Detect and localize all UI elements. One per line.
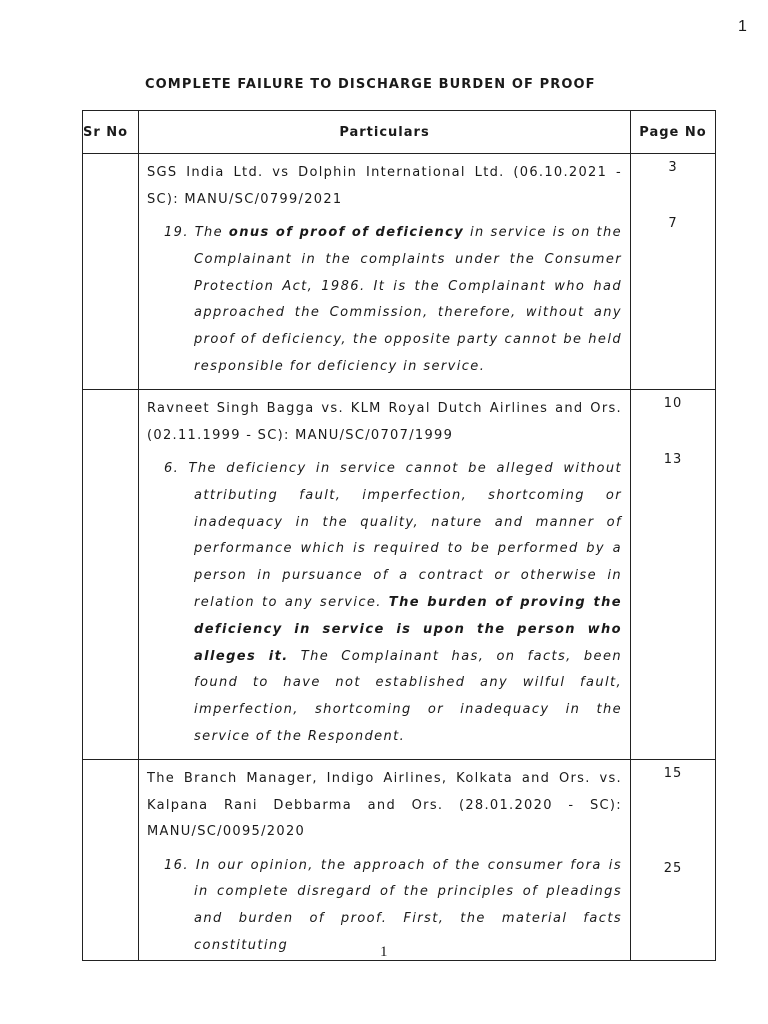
page-end: 25 <box>663 861 683 876</box>
quote-text: 16. In our opinion, the approach of the consumer fora is in complete disregard of the principles of pleadings and burden of proof. First, the material facts constituting <box>164 857 622 953</box>
quote-text: The Complainant has, on facts, been found to have not established any wilful fault, imperfection, shortcoming or inadequacy in the service of the Respondent. <box>194 648 622 744</box>
cases-table <box>82 110 716 961</box>
header-page-no: Page No <box>631 111 716 154</box>
table-header-row <box>83 111 716 154</box>
particulars-cell <box>139 390 631 760</box>
page-start: 3 <box>668 160 678 175</box>
case-citation: Ravneet Singh Bagga vs. KLM Royal Dutch Airlines and Ors. (02.11.1999 - SC): MANU/SC/0707/1999 <box>147 401 622 443</box>
table-row <box>83 390 716 760</box>
document-title: COMPLETE FAILURE TO DISCHARGE BURDEN OF PROOF <box>145 77 596 92</box>
page-no-cell <box>631 760 716 961</box>
page-start: 15 <box>663 766 683 781</box>
case-quote <box>164 220 622 381</box>
quote-text: 19. The <box>164 225 229 240</box>
page-number-footer: 1 <box>380 944 388 960</box>
case-quote <box>164 853 622 960</box>
sr-no-cell <box>83 760 139 961</box>
sr-no-cell <box>83 390 139 760</box>
quote-text: 6. The deficiency in service cannot be alleged without attributing fault, imperfection, shortcoming or inadequacy in the quality, nature and manner of performance which is required to be performed by a person in pursuance of a contract or otherwise in relation to any service. <box>164 461 622 610</box>
sr-no-cell <box>83 154 139 390</box>
quote-emphasis: onus of proof of deficiency <box>228 225 465 240</box>
page-no-cell <box>631 154 716 390</box>
case-citation: SGS India Ltd. vs Dolphin International Ltd. (06.10.2021 - SC): MANU/SC/0799/2021 <box>147 165 622 207</box>
case-citation: The Branch Manager, Indigo Airlines, Kolkata and Ors. vs. Kalpana Rani Debbarma and Ors. (28.01.2020 - SC): MANU/SC/0095/2020 <box>147 771 622 839</box>
particulars-cell <box>139 760 631 961</box>
table-row <box>83 154 716 390</box>
case-quote <box>164 456 622 751</box>
page-end: 13 <box>663 452 683 467</box>
page-start: 10 <box>663 396 683 411</box>
page-number-top: 1 <box>738 18 747 35</box>
header-sr-no: Sr No <box>83 111 139 154</box>
particulars-cell <box>139 154 631 390</box>
quote-emphasis: The burden of proving the deficiency in service is upon the person who alleges it. <box>194 594 622 664</box>
header-particulars: Particulars <box>139 111 631 154</box>
quote-text: in service is on the Complainant in the complaints under the Consumer Protection Act, 1986. It is the Complainant who had approached the Commission, therefore, without any proof of deficiency, the opposite party cannot be held responsible for deficiency in service. <box>194 225 622 374</box>
page-no-cell <box>631 390 716 760</box>
table-row <box>83 760 716 961</box>
page-end: 7 <box>668 216 678 231</box>
